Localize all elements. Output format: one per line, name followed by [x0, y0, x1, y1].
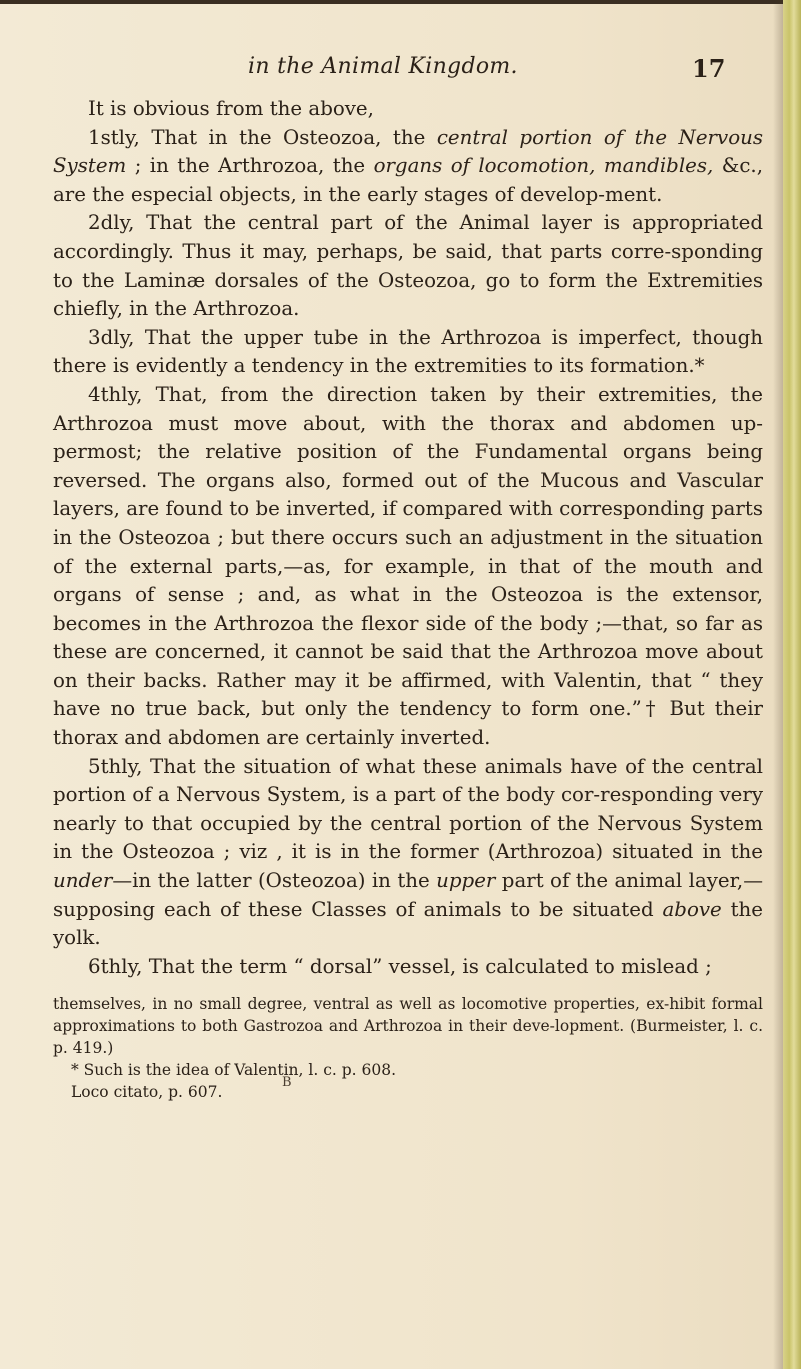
footnote-star: * Such is the idea of Valentin, l. c. p. 608.: [71, 1061, 397, 1079]
paragraph-fifthly: 5thly, That the situation of what these animals have of the central portion of a Nervous System, is a part of the body cor-responding very nearly to that occupied by the central portion of the Nervous System in the Osteozoa ; viz , it is in the former (Arthrozoa) situated in the under—in the latter (Osteozoa) in the upper part of the animal layer,—supposing each of these Classes of animals to be situated above the yolk.: [53, 754, 763, 950]
footnotes: [53, 993, 763, 1103]
paragraph-fourthly: 4thly, That, from the direction taken by their extremities, the Arthrozoa must move about, with the thorax and abdomen up-permost; the relative position of the Fundamental organs being reversed. The organs also, formed out of the Mucous and Vascular layers, are found to be inverted, if compared with corresponding parts in the Osteozoa ; but there occurs such an adjustment in the situation of the external parts,—as, for example, in that of the mouth and organs of sense ; and, as what in the Osteozoa is the extensor, becomes in the Arthrozoa the flexor side of the body ;—that, so far as these are concerned, it cannot be said that the Arthrozoa move about on their backs. Rather may it be affirmed, with Valentin, that “ they have no true back, but only the tendency to form one.”† But their thorax and abdomen are certainly inverted.: [53, 382, 763, 750]
book-spine-edge: [783, 0, 801, 1369]
page-top-edge: [0, 0, 801, 4]
page-number: 17: [692, 54, 726, 83]
footnote-continuation: themselves, in no small degree, ventral as well as locomotive properties, ex-hibit formal approximations to both Gastrozoa and Arthrozoa in their deve-lopment. (Burmeister, l. c. p. 419.): [53, 995, 763, 1057]
running-header: [0, 54, 801, 88]
footnote-dagger: Loco citato, p. 607.: [71, 1083, 223, 1101]
paragraph-secondly: 2dly, That the central part of the Animal layer is appropriated accordingly. Thus it may, perhaps, be said, that parts corre-sponding to the Laminæ dorsales of the Osteozoa, go to form the Extremities chiefly, in the Arthrozoa.: [53, 211, 763, 321]
paragraph-thirdly: 3dly, That the upper tube in the Arthrozoa is imperfect, though there is evidently a tendency in the extremities to its formation.*: [53, 325, 763, 378]
signature-mark: B: [282, 1075, 292, 1090]
gutter-shadow: [773, 0, 783, 1369]
paragraph-intro: It is obvious from the above,: [88, 97, 374, 120]
paragraph-firstly: 1stly, That in the Osteozoa, the central portion of the Nervous System ; in the Arthrozoa, the organs of locomotion, mandibles, &c., are the especial objects, in the early stages of develop-ment.: [53, 125, 763, 206]
main-text: [53, 95, 763, 981]
paragraph-sixthly: 6thly, That the term “ dorsal” vessel, is calculated to mislead ;: [88, 954, 712, 978]
running-title: in the Animal Kingdom.: [248, 54, 518, 79]
